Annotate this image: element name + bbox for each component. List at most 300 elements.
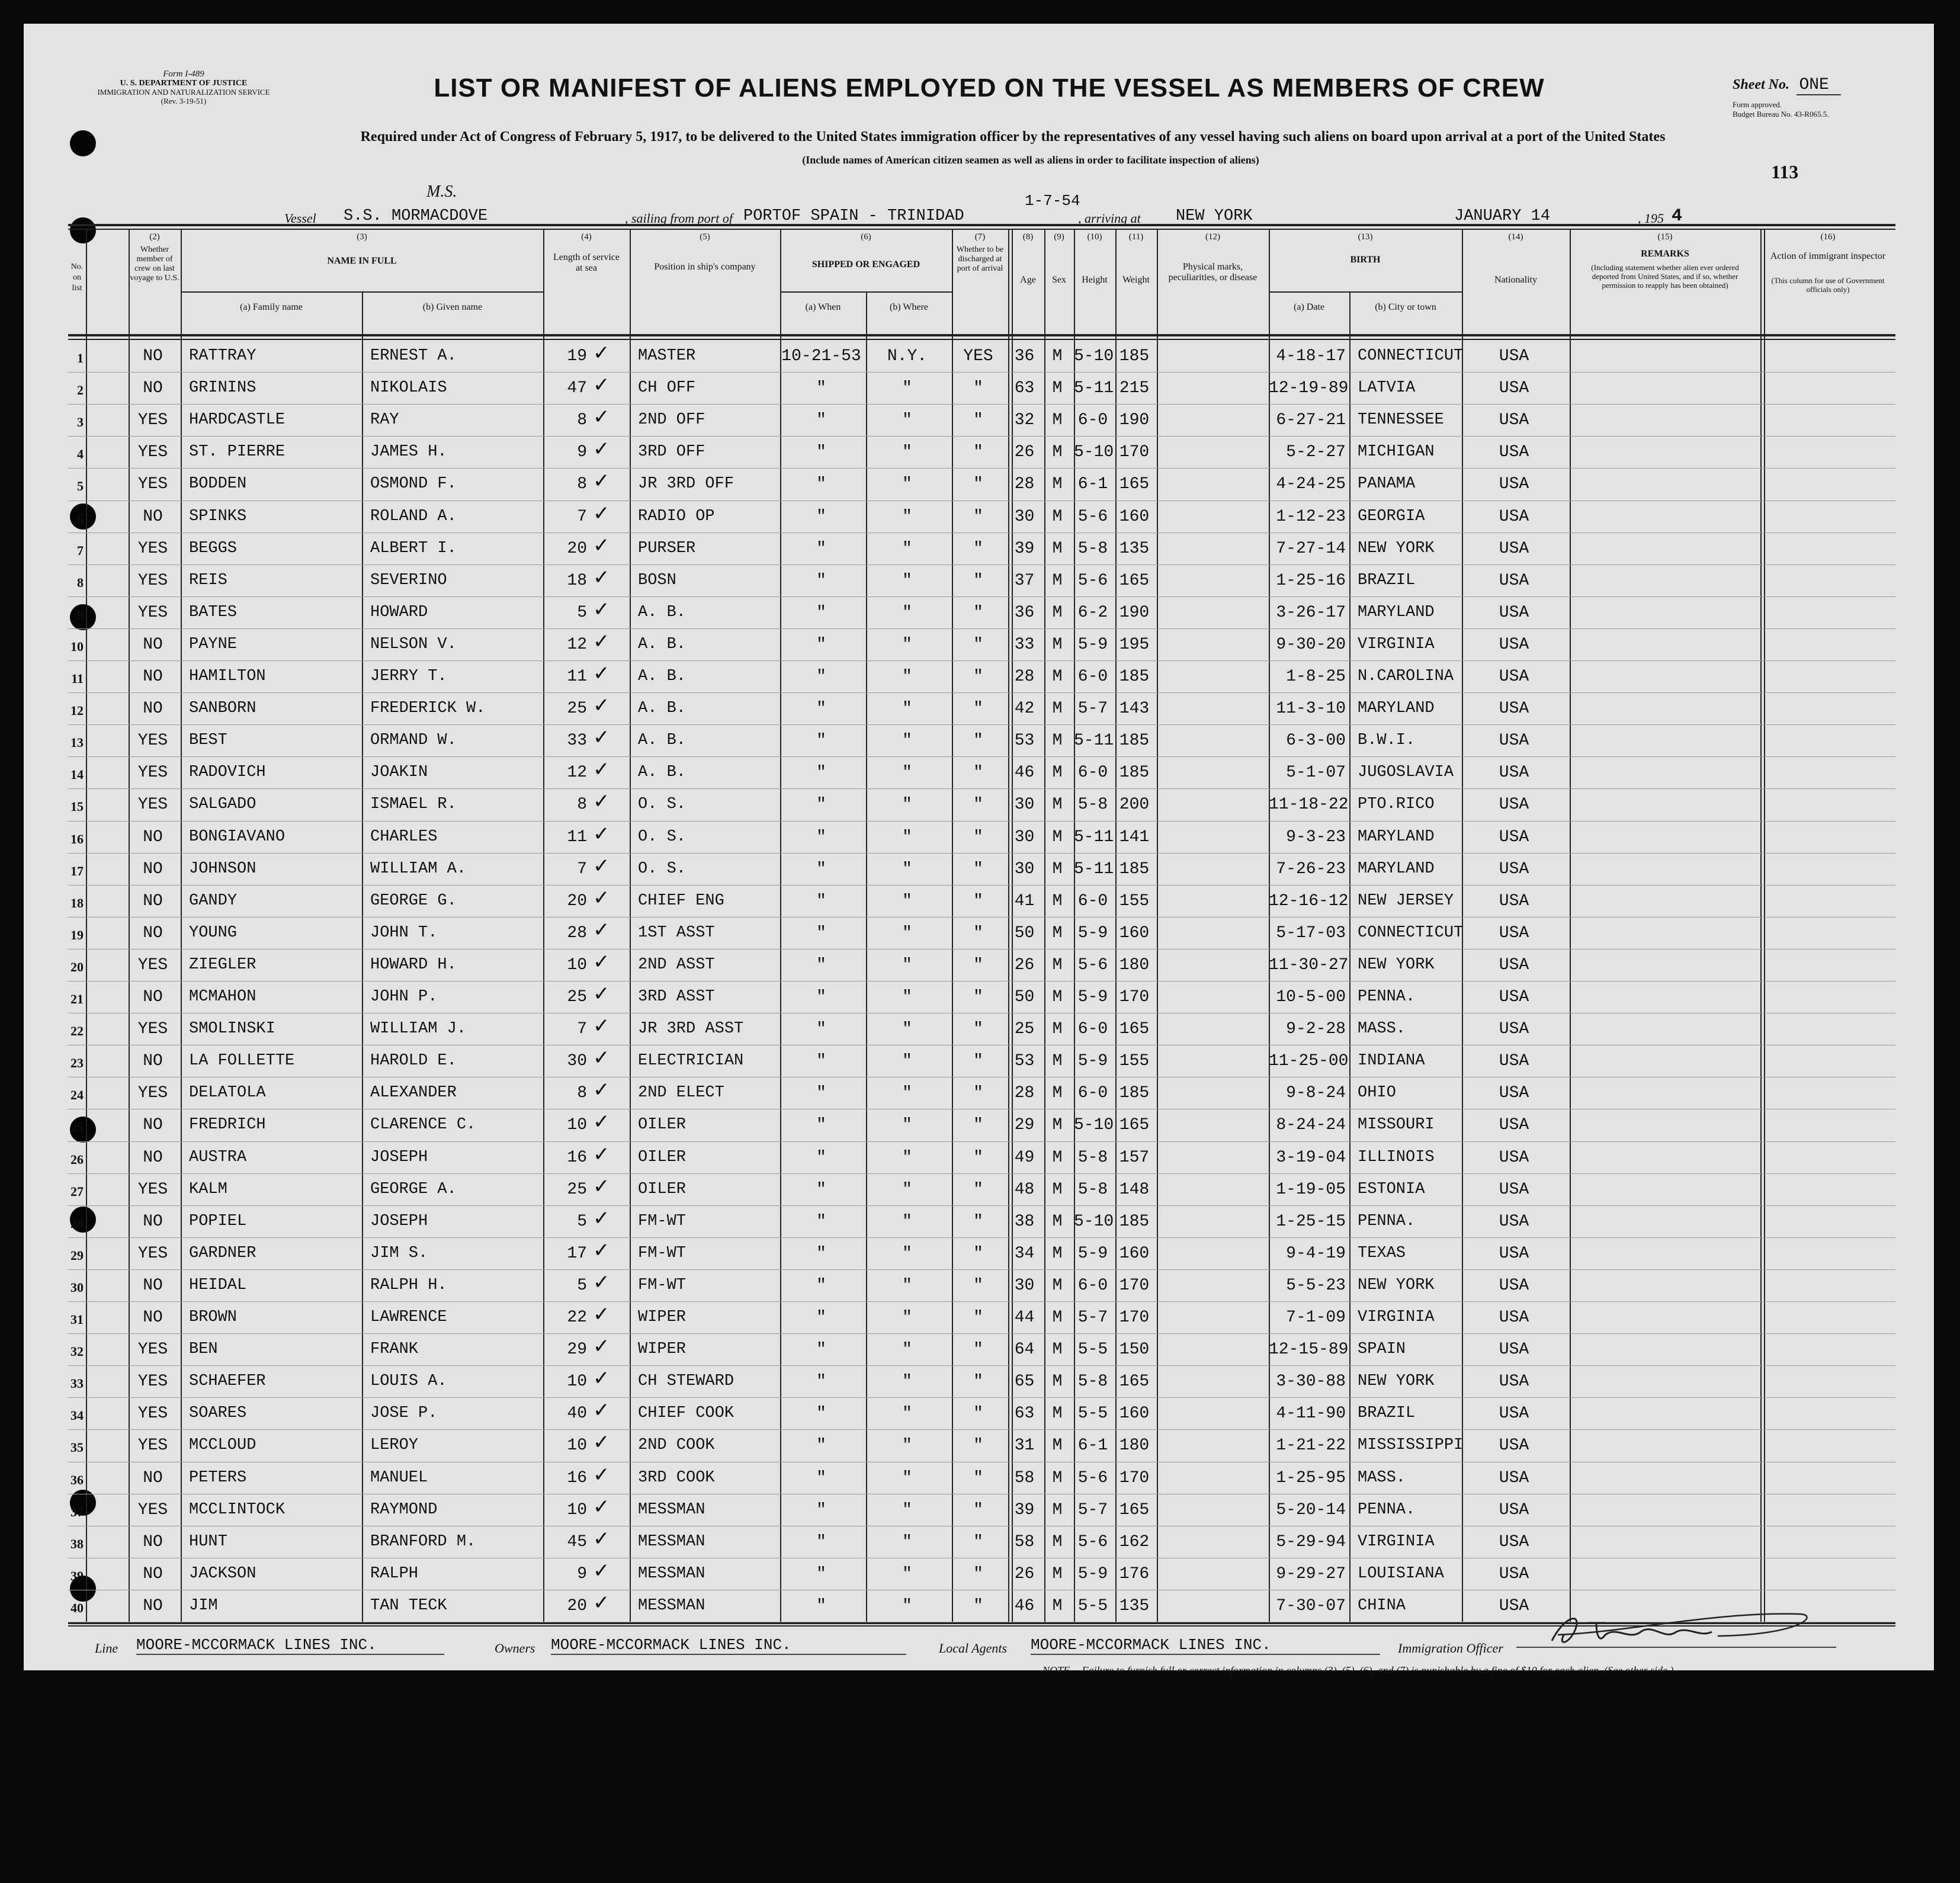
cell-weight: 185 xyxy=(1119,1084,1150,1103)
check-mark-icon: ✓ xyxy=(593,949,610,974)
check-mark-icon: ✓ xyxy=(593,1110,610,1134)
cell-family: HAMILTON xyxy=(189,668,266,685)
cell-nationality: USA xyxy=(1499,411,1529,430)
cell-birth-date: 1-25-16 xyxy=(1276,571,1346,590)
cell-position: 2ND ASST xyxy=(638,955,715,974)
row-number: 26 xyxy=(70,1151,84,1167)
cell-birth-date: 7-27-14 xyxy=(1276,539,1346,558)
page-number: 113 xyxy=(1771,161,1799,182)
cell-position: A. B. xyxy=(638,668,687,685)
cell-age: 37 xyxy=(1014,571,1035,590)
cell-height: 6-0 xyxy=(1077,1276,1108,1295)
cell-prev: NO xyxy=(143,507,163,526)
cell-service: 10 xyxy=(567,1436,587,1455)
cell-age: 58 xyxy=(1014,1468,1035,1487)
header-where: (b) Where xyxy=(890,302,928,312)
cell-discharge: " xyxy=(973,635,983,654)
cell-weight: 165 xyxy=(1119,475,1150,494)
cell-when: " xyxy=(816,1116,826,1135)
cell-birth-date: 4-18-17 xyxy=(1276,347,1346,365)
cell-family: BONGIAVANO xyxy=(189,827,286,846)
cell-weight: 155 xyxy=(1119,1052,1150,1071)
cell-discharge: " xyxy=(973,1404,983,1423)
cell-height: 5-9 xyxy=(1077,923,1108,942)
cell-birth-place: MISSISSIPPI xyxy=(1358,1436,1464,1455)
row-number: 18 xyxy=(70,895,84,910)
row-number: 30 xyxy=(70,1279,84,1295)
department: U. S. DEPARTMENT OF JUSTICE xyxy=(120,79,248,88)
cell-position: OILER xyxy=(638,1116,687,1134)
cell-birth-place: SPAIN xyxy=(1358,1340,1406,1359)
cell-height: 6-1 xyxy=(1077,475,1108,494)
cell-sex: M xyxy=(1052,571,1063,590)
cell-family: RADOVICH xyxy=(189,764,266,782)
cell-sex: M xyxy=(1052,443,1063,462)
cell-age: 48 xyxy=(1014,1180,1035,1199)
cell-discharge: " xyxy=(973,827,983,846)
cell-weight: 195 xyxy=(1119,635,1150,654)
cell-age: 26 xyxy=(1014,1564,1035,1583)
owners-label: Owners xyxy=(495,1641,535,1656)
cell-weight: 185 xyxy=(1119,668,1150,686)
cell-birth-date: 9-3-23 xyxy=(1286,827,1346,846)
cell-when: " xyxy=(816,507,826,526)
cell-age: 63 xyxy=(1014,1404,1035,1423)
cell-height: 5-11 xyxy=(1074,827,1114,846)
cell-family: HARDCASTLE xyxy=(189,411,286,429)
row-number: 8 xyxy=(77,575,84,590)
header-num-8: (8) xyxy=(1022,232,1034,242)
cell-where: " xyxy=(902,475,912,494)
cell-discharge: " xyxy=(973,1020,983,1039)
cell-sex: M xyxy=(1052,795,1063,814)
cell-birth-place: PENNA. xyxy=(1358,1212,1416,1230)
row-number: 6 xyxy=(77,511,84,526)
cell-weight: 176 xyxy=(1119,1564,1150,1583)
cell-family: GARDNER xyxy=(189,1244,256,1262)
row-number: 19 xyxy=(70,927,84,942)
cell-nationality: USA xyxy=(1499,1084,1529,1103)
cell-birth-date: 5-17-03 xyxy=(1276,923,1346,942)
cell-sex: M xyxy=(1052,988,1063,1006)
cell-service: 18 xyxy=(567,571,587,590)
cell-age: 46 xyxy=(1014,764,1035,782)
row-number: 11 xyxy=(71,671,84,686)
cell-discharge: " xyxy=(973,732,983,750)
cell-discharge: " xyxy=(973,1084,983,1103)
arriving-label: , arriving at xyxy=(1078,211,1141,226)
cell-discharge: " xyxy=(973,859,983,878)
vessel-name: S.S. MORMACDOVE xyxy=(344,207,622,226)
header-num-9: (9) xyxy=(1054,232,1064,242)
cell-where: " xyxy=(902,1212,912,1231)
cell-birth-date: 5-1-07 xyxy=(1286,764,1346,782)
cell-discharge: " xyxy=(973,571,983,590)
row-number: 33 xyxy=(70,1376,84,1391)
line-value: MOORE-MCCORMACK LINES INC. xyxy=(136,1636,444,1655)
cell-height: 6-0 xyxy=(1077,668,1108,686)
cell-birth-place: CONNECTICUT xyxy=(1358,923,1464,942)
cell-family: KALM xyxy=(189,1180,227,1198)
cell-service: 17 xyxy=(567,1244,587,1263)
cell-birth-date: 4-11-90 xyxy=(1276,1404,1346,1423)
cell-height: 5-9 xyxy=(1077,635,1108,654)
cell-height: 5-7 xyxy=(1077,700,1108,718)
cell-weight: 190 xyxy=(1119,603,1150,622)
cell-birth-place: PTO.RICO xyxy=(1358,795,1435,814)
cell-age: 26 xyxy=(1014,955,1035,974)
cell-birth-place: NEW YORK xyxy=(1358,539,1435,557)
cell-given: HOWARD H. xyxy=(370,955,457,974)
cell-birth-place: MARYLAND xyxy=(1358,859,1435,878)
row-number: 38 xyxy=(70,1536,84,1551)
cell-family: AUSTRA xyxy=(189,1148,247,1166)
cell-sex: M xyxy=(1052,764,1063,782)
header-num-3: (3) xyxy=(357,232,367,242)
legal-requirement: Required under Act of Congress of February 5, 1917, to be delivered to the United States immigration officer by the representatives of any vessel having such aliens on board upon arrival at a port of the United States xyxy=(360,129,1666,145)
cell-birth-place: BRAZIL xyxy=(1358,571,1416,589)
cell-nationality: USA xyxy=(1499,571,1529,590)
cell-prev: YES xyxy=(137,1436,168,1455)
cell-weight: 180 xyxy=(1119,955,1150,974)
cell-weight: 185 xyxy=(1119,764,1150,782)
cell-position: RADIO OP xyxy=(638,507,715,525)
header-num-10: (10) xyxy=(1087,232,1102,242)
sheet-label: Sheet No. xyxy=(1733,77,1789,92)
cell-service: 20 xyxy=(567,1596,587,1615)
cell-position: 3RD ASST xyxy=(638,988,715,1006)
cell-family: SPINKS xyxy=(189,507,247,525)
cell-prev: NO xyxy=(143,1532,163,1551)
cell-where: " xyxy=(902,443,912,462)
cell-given: WILLIAM J. xyxy=(370,1020,467,1038)
cell-birth-place: NEW JERSEY xyxy=(1358,891,1454,910)
cell-height: 5-6 xyxy=(1077,1532,1108,1551)
cell-position: 3RD COOK xyxy=(638,1468,715,1487)
check-mark-icon: ✓ xyxy=(593,437,610,461)
cell-when: " xyxy=(816,1404,826,1423)
cell-height: 5-6 xyxy=(1077,955,1108,974)
cell-when: " xyxy=(816,827,826,846)
cell-nationality: USA xyxy=(1499,443,1529,462)
table-row xyxy=(68,340,1895,372)
cell-discharge: " xyxy=(973,1468,983,1487)
cell-discharge: YES xyxy=(963,347,993,365)
table-row xyxy=(68,821,1895,853)
table-row xyxy=(68,436,1895,468)
cell-when: " xyxy=(816,1052,826,1071)
row-number: 3 xyxy=(77,415,84,430)
cell-given: RALPH H. xyxy=(370,1276,447,1294)
check-mark-icon: ✓ xyxy=(593,373,610,397)
cell-where: " xyxy=(902,1468,912,1487)
cell-given: CLARENCE C. xyxy=(370,1116,476,1134)
cell-when: " xyxy=(816,475,826,494)
table-row xyxy=(68,1205,1895,1237)
row-number: 29 xyxy=(70,1247,84,1263)
cell-position: A. B. xyxy=(638,700,687,718)
cell-prev: NO xyxy=(143,891,163,910)
cell-weight: 170 xyxy=(1119,1276,1150,1295)
cell-given: ALEXANDER xyxy=(370,1084,457,1102)
cell-age: 25 xyxy=(1014,1020,1035,1039)
table-row xyxy=(68,1558,1895,1590)
check-mark-icon: ✓ xyxy=(593,1335,610,1359)
cell-given: BRANFORD M. xyxy=(370,1532,476,1551)
cell-birth-place: MARYLAND xyxy=(1358,700,1435,718)
check-mark-icon: ✓ xyxy=(593,1430,610,1455)
check-mark-icon: ✓ xyxy=(593,694,610,718)
cell-where: " xyxy=(902,668,912,686)
header-service: Length of service at sea xyxy=(553,252,620,273)
cell-age: 28 xyxy=(1014,668,1035,686)
check-mark-icon: ✓ xyxy=(593,341,610,365)
cell-discharge: " xyxy=(973,1532,983,1551)
cell-discharge: " xyxy=(973,1308,983,1327)
cell-height: 5-9 xyxy=(1077,1052,1108,1071)
cell-where: " xyxy=(902,700,912,718)
cell-birth-date: 12-19-89 xyxy=(1269,379,1349,398)
cell-nationality: USA xyxy=(1499,1212,1529,1231)
cell-service: 12 xyxy=(567,635,587,654)
cell-weight: 170 xyxy=(1119,1468,1150,1487)
cell-where: " xyxy=(902,635,912,654)
cell-birth-date: 5-20-14 xyxy=(1276,1500,1346,1519)
cell-discharge: " xyxy=(973,988,983,1006)
cell-nationality: USA xyxy=(1499,1372,1529,1391)
cell-family: BEN xyxy=(189,1340,218,1359)
table-row xyxy=(68,949,1895,981)
row-number: 21 xyxy=(70,992,84,1006)
cell-position: WIPER xyxy=(638,1340,687,1359)
include-note: (Include names of American citizen seamen as well as aliens in order to facilitate inspection of aliens) xyxy=(802,154,1259,166)
cell-discharge: " xyxy=(973,700,983,718)
table-row xyxy=(68,1141,1895,1173)
cell-position: MESSMAN xyxy=(638,1564,705,1583)
cell-weight: 160 xyxy=(1119,923,1150,942)
cell-weight: 185 xyxy=(1119,859,1150,878)
cell-sex: M xyxy=(1052,1372,1063,1391)
cell-position: 2ND ELECT xyxy=(638,1084,724,1102)
cell-sex: M xyxy=(1052,1148,1063,1167)
cell-discharge: " xyxy=(973,1052,983,1071)
cell-prev: YES xyxy=(137,1180,168,1199)
cell-nationality: USA xyxy=(1499,859,1529,878)
cell-prev: YES xyxy=(137,1244,168,1263)
cell-prev: NO xyxy=(143,1116,163,1135)
row-number: 17 xyxy=(70,863,84,878)
table-row xyxy=(68,372,1895,404)
cell-discharge: " xyxy=(973,379,983,398)
cell-birth-place: ILLINOIS xyxy=(1358,1148,1435,1166)
header-num-11: (11) xyxy=(1128,232,1144,242)
cell-birth-date: 12-16-12 xyxy=(1269,891,1349,910)
cell-position: WIPER xyxy=(638,1308,687,1326)
header-num-5: (5) xyxy=(700,232,710,242)
cell-birth-place: LOUISIANA xyxy=(1358,1564,1444,1583)
header-num-12: (12) xyxy=(1205,232,1220,242)
row-number: 27 xyxy=(70,1183,84,1199)
check-mark-icon: ✓ xyxy=(593,1174,610,1198)
cell-when: " xyxy=(816,1340,826,1359)
cell-service: 8 xyxy=(577,1084,587,1103)
cell-sex: M xyxy=(1052,635,1063,654)
cell-prev: NO xyxy=(143,1212,163,1231)
table-row xyxy=(68,981,1895,1013)
cell-when: " xyxy=(816,1468,826,1487)
cell-discharge: " xyxy=(973,411,983,430)
check-mark-icon: ✓ xyxy=(593,726,610,750)
cell-given: ERNEST A. xyxy=(370,347,457,365)
check-mark-icon: ✓ xyxy=(593,1046,610,1070)
cell-service: 40 xyxy=(567,1404,587,1423)
cell-weight: 185 xyxy=(1119,347,1150,365)
cell-position: MESSMAN xyxy=(638,1596,705,1615)
cell-service: 47 xyxy=(567,379,587,398)
cell-family: PETERS xyxy=(189,1468,247,1487)
header-when: (a) When xyxy=(805,302,841,312)
cell-where: " xyxy=(902,827,912,846)
cell-age: 30 xyxy=(1014,827,1035,846)
check-mark-icon: ✓ xyxy=(593,1398,610,1423)
cell-discharge: " xyxy=(973,1500,983,1519)
cell-height: 5-6 xyxy=(1077,571,1108,590)
cell-where: " xyxy=(902,764,912,782)
header-num-4: (4) xyxy=(581,232,592,242)
cell-family: HUNT xyxy=(189,1532,227,1551)
cell-birth-date: 7-1-09 xyxy=(1286,1308,1346,1327)
header-sex: Sex xyxy=(1052,275,1066,285)
cell-where: " xyxy=(902,411,912,430)
table-row xyxy=(68,628,1895,660)
cell-birth-date: 11-25-00 xyxy=(1269,1052,1349,1071)
cell-age: 30 xyxy=(1014,1276,1035,1295)
cell-sex: M xyxy=(1052,1020,1063,1039)
cell-nationality: USA xyxy=(1499,668,1529,686)
cell-nationality: USA xyxy=(1499,635,1529,654)
cell-sex: M xyxy=(1052,603,1063,622)
check-mark-icon: ✓ xyxy=(593,597,610,621)
cell-height: 5-6 xyxy=(1077,507,1108,526)
header-no: No. on list xyxy=(70,262,84,293)
cell-age: 31 xyxy=(1014,1436,1035,1455)
header-nationality: Nationality xyxy=(1494,275,1537,285)
line-label: Line xyxy=(95,1641,118,1656)
table-row xyxy=(68,501,1895,532)
table-row xyxy=(68,596,1895,628)
cell-birth-date: 3-30-88 xyxy=(1276,1372,1346,1391)
cell-service: 10 xyxy=(567,1116,587,1135)
cell-family: SMOLINSKI xyxy=(189,1020,275,1038)
cell-position: MESSMAN xyxy=(638,1532,705,1551)
check-mark-icon: ✓ xyxy=(593,1462,610,1487)
row-number: 20 xyxy=(70,959,84,974)
cell-family: ST. PIERRE xyxy=(189,443,286,461)
cell-family: REIS xyxy=(189,571,227,589)
check-mark-icon: ✓ xyxy=(593,1206,610,1230)
cell-when: " xyxy=(816,1148,826,1167)
cell-nationality: USA xyxy=(1499,827,1529,846)
cell-discharge: " xyxy=(973,603,983,622)
cell-when: " xyxy=(816,1244,826,1263)
cell-given: LEROY xyxy=(370,1436,419,1455)
row-number: 37 xyxy=(70,1504,84,1519)
cell-service: 8 xyxy=(577,795,587,814)
cell-weight: 190 xyxy=(1119,411,1150,430)
row-number: 13 xyxy=(70,735,84,750)
cell-nationality: USA xyxy=(1499,891,1529,910)
cell-discharge: " xyxy=(973,795,983,814)
cell-weight: 215 xyxy=(1119,379,1150,398)
arrival-date: JANUARY 14 xyxy=(1436,207,1638,226)
header-weight: Weight xyxy=(1122,275,1150,285)
cell-height: 5-5 xyxy=(1077,1596,1108,1615)
table-row xyxy=(68,756,1895,788)
cell-given: GEORGE G. xyxy=(370,891,457,910)
cell-prev: YES xyxy=(137,1084,168,1103)
cell-service: 16 xyxy=(567,1468,587,1487)
cell-sex: M xyxy=(1052,891,1063,910)
cell-weight: 200 xyxy=(1119,795,1150,814)
cell-position: PURSER xyxy=(638,539,696,557)
cell-prev: NO xyxy=(143,635,163,654)
cell-height: 5-9 xyxy=(1077,1564,1108,1583)
cell-sex: M xyxy=(1052,411,1063,430)
cell-birth-place: INDIANA xyxy=(1358,1052,1425,1070)
cell-prev: YES xyxy=(137,1404,168,1423)
check-mark-icon: ✓ xyxy=(593,533,610,557)
cell-given: NIKOLAIS xyxy=(370,379,447,397)
cell-given: JOHN T. xyxy=(370,923,438,942)
cell-height: 5-8 xyxy=(1077,1372,1108,1391)
cell-height: 5-9 xyxy=(1077,988,1108,1006)
cell-age: 30 xyxy=(1014,507,1035,526)
cell-family: BEGGS xyxy=(189,539,238,557)
cell-family: PAYNE xyxy=(189,635,238,653)
header-birth-place: (b) City or town xyxy=(1375,302,1436,312)
cell-nationality: USA xyxy=(1499,1404,1529,1423)
cell-birth-place: BRAZIL xyxy=(1358,1404,1416,1423)
cell-discharge: " xyxy=(973,668,983,686)
table-row xyxy=(68,1173,1895,1205)
table-row xyxy=(68,1109,1895,1141)
cell-birth-place: PANAMA xyxy=(1358,475,1416,493)
cell-prev: NO xyxy=(143,347,163,365)
row-number: 32 xyxy=(70,1344,84,1359)
cell-sex: M xyxy=(1052,700,1063,718)
cell-birth-place: B.W.I. xyxy=(1358,732,1416,750)
cell-sex: M xyxy=(1052,1308,1063,1327)
year-digit: 4 xyxy=(1672,206,1683,226)
cell-family: JIM xyxy=(189,1596,218,1615)
cell-height: 5-11 xyxy=(1074,379,1114,398)
service: IMMIGRATION AND NATURALIZATION SERVICE xyxy=(97,88,270,97)
cell-height: 5-10 xyxy=(1074,347,1114,365)
cell-prev: YES xyxy=(137,539,168,558)
cell-weight: 135 xyxy=(1119,539,1150,558)
cell-service: 20 xyxy=(567,539,587,558)
cell-height: 5-8 xyxy=(1077,1180,1108,1199)
cell-where: " xyxy=(902,1276,912,1295)
cell-birth-place: CHINA xyxy=(1358,1596,1406,1615)
cell-given: JOSEPH xyxy=(370,1212,428,1230)
cell-where: " xyxy=(902,1052,912,1071)
cell-sex: M xyxy=(1052,1468,1063,1487)
table-row xyxy=(68,1333,1895,1365)
row-number: 9 xyxy=(77,607,84,622)
cell-height: 5-10 xyxy=(1074,443,1114,462)
cell-age: 58 xyxy=(1014,1532,1035,1551)
